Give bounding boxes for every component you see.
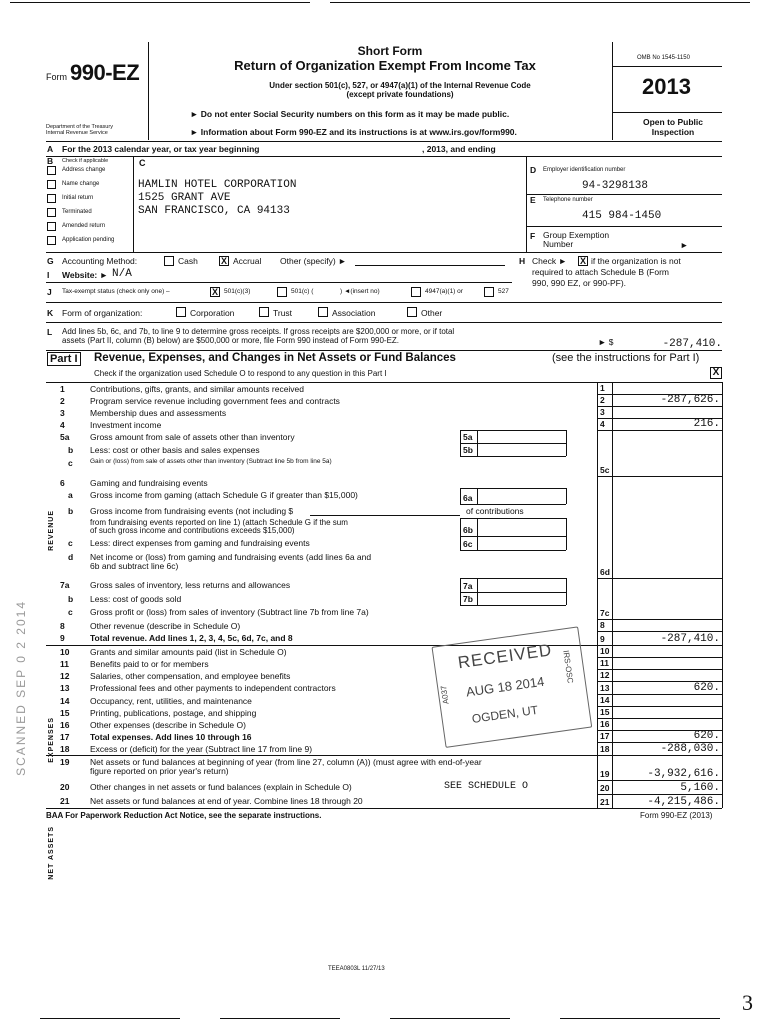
- block-c-label: C: [139, 158, 146, 168]
- line-box-label: 6a: [463, 493, 473, 503]
- check-b-item-label: Amended return: [62, 223, 106, 229]
- line-text: Gross sales of inventory, less returns and allowances: [90, 580, 291, 590]
- line-number: 17: [60, 732, 70, 742]
- line-text: Program service revenue including government fees and contracts: [90, 396, 340, 406]
- line-text: Other changes in net assets or fund balances (explain in Schedule O): [90, 782, 352, 792]
- check-b-box[interactable]: [47, 236, 56, 245]
- phone-label: E: [530, 195, 536, 205]
- trust-checkbox[interactable]: [259, 307, 269, 317]
- line-box-label: 10: [600, 646, 610, 656]
- line-box-label: 21: [600, 797, 610, 807]
- form-number: 990-EZ: [70, 60, 140, 85]
- line-text: figure reported on prior year's return): [90, 766, 229, 776]
- line-h-check: Check ►: [532, 256, 567, 266]
- footer-form-id: Form 990-EZ (2013): [640, 811, 713, 820]
- org-city: SAN FRANCISCO, CA 94133: [138, 205, 290, 217]
- part-i-tag: Part I: [47, 352, 81, 366]
- line-k-label: K: [47, 308, 54, 318]
- line-box-label: 19: [600, 769, 610, 779]
- received-code-right: IRS-OSC: [561, 649, 575, 684]
- line-box-label: 7b: [463, 594, 473, 604]
- line-h-text4: 990, 990 EZ, or 990-PF).: [532, 278, 627, 288]
- ein-title: Employer identification number: [543, 167, 626, 173]
- line-box-label: 16: [600, 719, 610, 729]
- line-number: 16: [60, 720, 70, 730]
- line-text: of such gross income and contributions exceeds $15,000): [90, 526, 295, 535]
- line-text: Gross income from gaming (attach Schedule G if greater than $15,000): [90, 490, 358, 500]
- line-number: 10: [60, 647, 70, 657]
- line-text: Gross income from fundraising events (not including $: [90, 506, 294, 516]
- received-date: AUG 18 2014: [465, 673, 546, 700]
- line-number: 18: [60, 744, 70, 754]
- line-text: 6b and subtract line 6c): [90, 561, 179, 571]
- line-number: 7a: [60, 580, 70, 590]
- form-of-org-label: Form of organization:: [62, 308, 143, 318]
- cash-checkbox[interactable]: [164, 256, 174, 266]
- schedule-o-checkbox[interactable]: X: [710, 367, 722, 379]
- line-box-label: 11: [600, 658, 609, 668]
- line-number: d: [68, 552, 74, 562]
- website-label: Website: ►: [62, 270, 109, 280]
- bottom-edge-line: [560, 1018, 720, 1019]
- check-b-item-label: Initial return: [62, 195, 94, 201]
- line-number: 14: [60, 696, 70, 706]
- line-box-label: 7c: [600, 608, 610, 618]
- 501c-label: 501(c) (: [291, 288, 314, 295]
- 501c3-checkbox[interactable]: X: [211, 287, 218, 297]
- line-text: Net assets or fund balances at end of year. Combine lines 18 through 20: [90, 796, 363, 806]
- line-value: 216.: [693, 418, 720, 430]
- check-b-box[interactable]: [47, 166, 56, 175]
- line-number: 6: [60, 478, 65, 488]
- accrual-label: Accrual: [233, 256, 262, 266]
- line-value: -4,215,486.: [647, 796, 720, 808]
- line-a-label: A: [47, 144, 54, 154]
- line-box-label: 15: [600, 707, 610, 717]
- line-text: from fundraising events reported on line 1) (attach Schedule G if the sum: [90, 518, 348, 527]
- line-value: 5,160.: [680, 782, 720, 794]
- line-box-label: 8: [600, 620, 605, 630]
- bottom-edge-line: [220, 1018, 340, 1019]
- part-i-note: (see the instructions for Part I): [552, 352, 700, 364]
- line-text: Salaries, other compensation, and employee benefits: [90, 671, 291, 681]
- form-prefix: Form: [46, 72, 67, 82]
- 527-checkbox[interactable]: [484, 287, 494, 297]
- line-box-label: 18: [600, 744, 610, 754]
- line-l-arrow: ► $: [598, 337, 614, 347]
- line-value: 620.: [693, 682, 720, 694]
- ein-label: D: [530, 165, 537, 175]
- open-to-public: Open to Public Inspection: [643, 117, 703, 137]
- line-g-text: Accounting Method:: [62, 256, 138, 266]
- line-box-label: 5c: [600, 465, 610, 475]
- check-if-applicable: Check if applicable: [62, 158, 109, 164]
- title-main: Return of Organization Exempt From Income Tax: [234, 58, 536, 73]
- line-box-label: 4: [600, 419, 605, 429]
- line-number: b: [68, 594, 74, 604]
- received-code-left: A037: [439, 685, 451, 705]
- line-box-label: 6d: [600, 567, 610, 577]
- corporation-label: Corporation: [190, 308, 235, 318]
- line-number: 11: [60, 659, 69, 669]
- accrual-checkbox[interactable]: X: [220, 256, 227, 266]
- ssn-notice: ► Do not enter Social Security numbers on this form as it may be made public.: [190, 109, 510, 119]
- line-i-label: I: [47, 270, 50, 280]
- received-stamp: [431, 626, 594, 750]
- line-text: Gain or (loss) from sale of assets other than inventory (Subtract line 5b from line 5a): [90, 458, 332, 465]
- check-b-box[interactable]: [47, 194, 56, 203]
- org-name: HAMLIN HOTEL CORPORATION: [138, 179, 297, 191]
- except-private: (except private foundations): [346, 90, 454, 99]
- cash-label: Cash: [178, 256, 198, 266]
- expenses-side-label: EXPENSES: [48, 717, 55, 763]
- top-edge-line: [10, 2, 310, 3]
- line-box-label: 20: [600, 783, 610, 793]
- 501c-checkbox[interactable]: [277, 287, 287, 297]
- line-number: b: [68, 445, 74, 455]
- line-box-label: 13: [600, 683, 610, 693]
- check-b-item-label: Terminated: [62, 209, 92, 215]
- line-number: 13: [60, 683, 70, 693]
- dept-treasury: Department of the Treasury Internal Revenue Service: [46, 124, 113, 136]
- check-b-item-label: Name change: [62, 181, 100, 187]
- line-text: Total expenses. Add lines 10 through 16: [90, 732, 252, 742]
- line-text-of-contributions: of contributions: [466, 506, 524, 516]
- line-a-text: For the 2013 calendar year, or tax year beginning: [62, 144, 260, 154]
- corporation-checkbox[interactable]: [176, 307, 186, 317]
- 527-label: 527: [498, 288, 509, 295]
- line-l-text2: assets (Part II, column (B) below) are $500,000 or more, file Form 990 instead of Form 990-EZ.: [62, 336, 400, 345]
- line-value: -287,626.: [660, 394, 720, 406]
- ein-value: 94-3298138: [582, 180, 649, 192]
- other-org-checkbox[interactable]: [407, 307, 417, 317]
- omb-number: OMB No 1545-1150: [637, 55, 690, 61]
- bottom-edge-line: [390, 1018, 510, 1019]
- line-number: 12: [60, 671, 70, 681]
- line-a-and-ending: , 2013, and ending: [422, 144, 496, 154]
- line-text: Gaming and fundraising events: [90, 478, 208, 488]
- line-box-label: 9: [600, 634, 605, 644]
- line-l-label: L: [47, 327, 53, 337]
- received-city: OGDEN, UT: [470, 702, 539, 726]
- line-number: 21: [60, 796, 70, 806]
- line-value: -288,030.: [660, 743, 720, 755]
- 4947-label: 4947(a)(1) or: [425, 288, 463, 295]
- line-number: a: [68, 490, 73, 500]
- line-text: Excess or (deficit) for the year (Subtract line 17 from line 9): [90, 744, 313, 754]
- website-value: N/A: [112, 268, 132, 280]
- line-box-label: 6b: [463, 525, 473, 535]
- line-box-label: 17: [600, 731, 610, 741]
- line-text: Investment income: [90, 420, 162, 430]
- line-h-text2: if the organization is not: [591, 256, 681, 266]
- line-text: Printing, publications, postage, and shipping: [90, 708, 257, 718]
- schedule-b-checkbox[interactable]: X: [579, 256, 586, 266]
- other-org-label: Other: [421, 308, 443, 318]
- part-i-title: Revenue, Expenses, and Changes in Net Assets or Fund Balances: [94, 352, 456, 364]
- line-text: Grants and similar amounts paid (list in Schedule O): [90, 647, 287, 657]
- block-b-label: B: [47, 156, 54, 166]
- check-b-box[interactable]: [47, 180, 56, 189]
- line-h-text3: required to attach Schedule B (Form: [532, 267, 670, 277]
- line-number: 9: [60, 633, 65, 643]
- association-label: Association: [332, 308, 376, 318]
- phone-title: Telephone number: [543, 197, 593, 203]
- line-text: Other expenses (describe in Schedule O): [90, 720, 246, 730]
- group-title: Group Exemption Number: [543, 230, 610, 249]
- line-text: Professional fees and other payments to independent contractors: [90, 683, 336, 693]
- line-box-label: 2: [600, 395, 605, 405]
- line-number: c: [68, 538, 73, 548]
- line-text: Net assets or fund balances at beginning of year (from line 27, column (A)) (must agree with end-of-year: [90, 757, 482, 767]
- tax-year: 2013: [642, 74, 691, 99]
- line-number: 3: [60, 408, 65, 418]
- line-text: Other revenue (describe in Schedule O): [90, 621, 241, 631]
- group-arrow: ►: [680, 240, 689, 250]
- 4947-checkbox[interactable]: [411, 287, 421, 297]
- line-l-text1: Add lines 5b, 6c, and 7b, to line 9 to determine gross receipts. If gross receipts are $200,000 or more, or if total: [62, 327, 455, 336]
- info-notice: ► Information about Form 990-EZ and its instructions is at www.irs.gov/form990.: [190, 127, 517, 137]
- line-g-label: G: [47, 256, 54, 266]
- line-value: -3,932,616.: [647, 768, 720, 780]
- page-number: 3: [742, 990, 753, 1015]
- check-b-item-label: Address change: [62, 167, 106, 173]
- line-text: Gross profit or (loss) from sales of inventory (Subtract line 7b from line 7a): [90, 607, 369, 617]
- net-assets-side-label: NET ASSETS: [48, 826, 55, 880]
- line-number: c: [68, 458, 73, 468]
- line-text: Occupancy, rent, utilities, and maintenance: [90, 696, 252, 706]
- line-box-label: 3: [600, 407, 605, 417]
- line-box-label: 12: [600, 670, 610, 680]
- line-text: Benefits paid to or for members: [90, 659, 209, 669]
- check-b-item-label: Application pending: [62, 237, 115, 243]
- line-box-label: 6c: [463, 539, 473, 549]
- under-section: Under section 501(c), 527, or 4947(a)(1) of the Internal Revenue Code: [269, 81, 531, 90]
- 501c3-label: 501(c)(3): [224, 288, 251, 295]
- line-number: 19: [60, 757, 70, 767]
- line-number: 20: [60, 782, 70, 792]
- line-text: Contributions, gifts, grants, and similar amounts received: [90, 384, 305, 394]
- line-value: -287,410.: [660, 633, 720, 645]
- line-text: Membership dues and assessments: [90, 408, 227, 418]
- trust-label: Trust: [273, 308, 293, 318]
- schedule-o-note: SEE SCHEDULE O: [444, 781, 529, 792]
- line-text: Less: cost of goods sold: [90, 594, 182, 604]
- other-specify-label: Other (specify) ►: [280, 256, 347, 266]
- baa-notice: BAA For Paperwork Reduction Act Notice, see the separate instructions.: [46, 811, 322, 820]
- bottom-edge-line: [40, 1018, 180, 1019]
- association-checkbox[interactable]: [318, 307, 328, 317]
- top-edge-line: [330, 2, 750, 3]
- line-box-label: 14: [600, 695, 610, 705]
- line-number: 1: [60, 384, 65, 394]
- line-h-label: H: [519, 256, 526, 266]
- line-box-label: 1: [600, 383, 605, 393]
- line-text: Less: cost or other basis and sales expenses: [90, 445, 260, 455]
- schedule-o-check-text: Check if the organization used Schedule O to respond to any question in this Part I: [94, 369, 387, 378]
- line-number: b: [68, 506, 74, 516]
- scanned-margin-stamp: SCANNED SEP 0 2 2014: [14, 600, 28, 776]
- line-number: 5a: [60, 432, 70, 442]
- line-number: 15: [60, 708, 70, 718]
- line-box-label: 5a: [463, 432, 473, 442]
- check-b-box[interactable]: [47, 208, 56, 217]
- line-j-label: J: [47, 287, 52, 297]
- org-street: 1525 GRANT AVE: [138, 192, 231, 204]
- line-number: c: [68, 607, 73, 617]
- line-text: Total revenue. Add lines 1, 2, 3, 4, 5c, 6d, 7c, and 8: [90, 633, 293, 643]
- line-number: 2: [60, 396, 65, 406]
- footer-code: TEEA0803L 11/27/13: [328, 966, 385, 972]
- gross-receipts-value: -287,410.: [662, 338, 722, 350]
- tax-exempt-status: Tax-exempt status (check only one) –: [62, 288, 170, 295]
- line-text: Less: direct expenses from gaming and fundraising events: [90, 538, 310, 548]
- insert-no-label: ) ◄(insert no): [340, 288, 380, 295]
- group-label: F: [530, 231, 536, 241]
- line-number: 8: [60, 621, 65, 631]
- line-text: Gross amount from sale of assets other than inventory: [90, 432, 295, 442]
- phone-value: 415 984-1450: [582, 210, 662, 222]
- check-b-box[interactable]: [47, 222, 56, 231]
- line-text: Net income or (loss) from gaming and fundraising events (add lines 6a and: [90, 552, 372, 562]
- line-value: 620.: [693, 730, 720, 742]
- received-text: RECEIVED: [456, 640, 554, 673]
- line-box-label: 7a: [463, 581, 473, 591]
- revenue-side-label: REVENUE: [48, 510, 55, 551]
- line-number: 4: [60, 420, 65, 430]
- title-short-form: Short Form: [357, 44, 423, 58]
- line-box-label: 5b: [463, 445, 473, 455]
